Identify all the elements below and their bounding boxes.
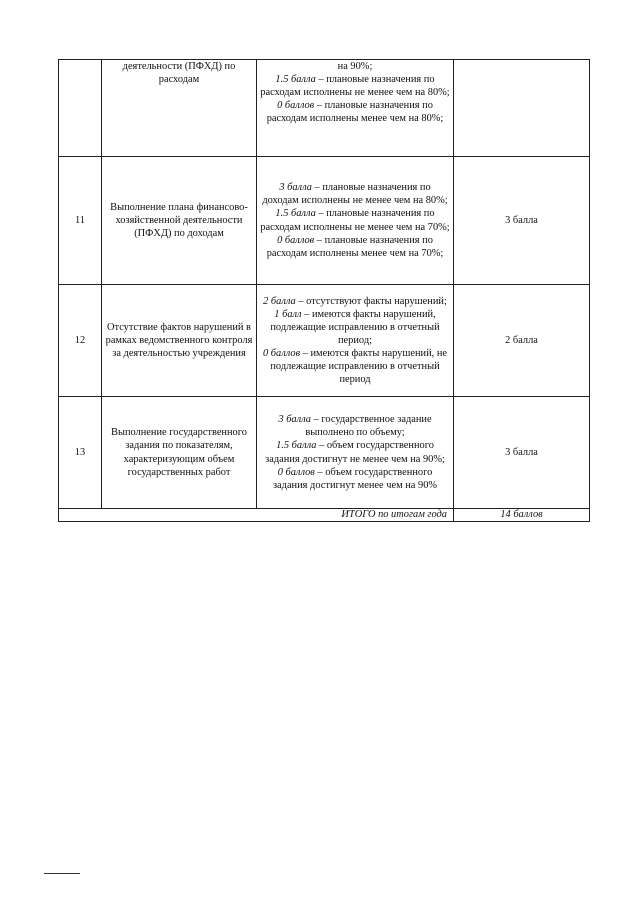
table-row-continued xyxy=(59,60,590,157)
criteria-line: 3 балла – государственное задание выполнено по объему; xyxy=(278,414,432,439)
score-cell: 3 балла xyxy=(454,397,590,509)
score-cell: 2 балла xyxy=(454,285,590,397)
total-label: ИТОГО по итогам года xyxy=(59,509,454,522)
criteria-line: 0 баллов – объем государственного задания достигнут менее чем на 90% xyxy=(272,466,438,491)
table-row-12 xyxy=(59,285,590,397)
criteria-cell xyxy=(257,285,454,397)
criteria-line: 1 балл – имеются факты нарушений, подлежащие исправлению в отчетный период; xyxy=(270,308,440,346)
indicator-name: Отсутствие фактов нарушений в рамках ведомственного контроля за деятельностью учреждения xyxy=(102,285,257,397)
table-row-11 xyxy=(59,157,590,285)
criteria-line: на 90%; xyxy=(337,61,373,72)
criteria-cell xyxy=(257,157,454,285)
footnote-divider xyxy=(44,873,80,874)
criteria-line: 2 балла – отсутствуют факты нарушений; xyxy=(263,295,447,307)
row-number: 11 xyxy=(59,157,102,285)
criteria-line: 0 баллов – плановые назначения по расходам исполнены менее чем на 80%; xyxy=(266,100,444,125)
criteria-line: 1.5 балла – объем государственного задания достигнут не менее чем на 90%; xyxy=(265,440,445,465)
criteria-line: 3 балла – плановые назначения по доходам исполнены не менее чем на 80%; xyxy=(262,182,448,207)
indicator-name: деятельности (ПФХД) по расходам xyxy=(102,60,257,157)
criteria-cell xyxy=(257,397,454,509)
table-row-13 xyxy=(59,397,590,509)
total-value: 14 баллов xyxy=(454,509,590,522)
criteria-line: 1.5 балла – плановые назначения по расходам исполнены не менее чем на 80%; xyxy=(260,74,450,99)
score-cell xyxy=(454,60,590,157)
criteria-cell xyxy=(257,60,454,157)
score-cell: 3 балла xyxy=(454,157,590,285)
criteria-line: 0 баллов – плановые назначения по расходам исполнены менее чем на 70%; xyxy=(266,234,444,259)
criteria-line: 1.5 балла – плановые назначения по расходам исполнены не менее чем на 70%; xyxy=(260,208,450,233)
row-number: 12 xyxy=(59,285,102,397)
criteria-line: 0 баллов – имеются факты нарушений, не подлежащие исправлению в отчетный период xyxy=(263,348,447,386)
row-number xyxy=(59,60,102,157)
indicator-name: Выполнение плана финансово-хозяйственной деятельности (ПФХД) по доходам xyxy=(102,157,257,285)
evaluation-table xyxy=(58,59,590,522)
row-number: 13 xyxy=(59,397,102,509)
total-row xyxy=(59,509,590,522)
indicator-name: Выполнение государственного задания по показателям, характеризующим объем государственных работ xyxy=(102,397,257,509)
